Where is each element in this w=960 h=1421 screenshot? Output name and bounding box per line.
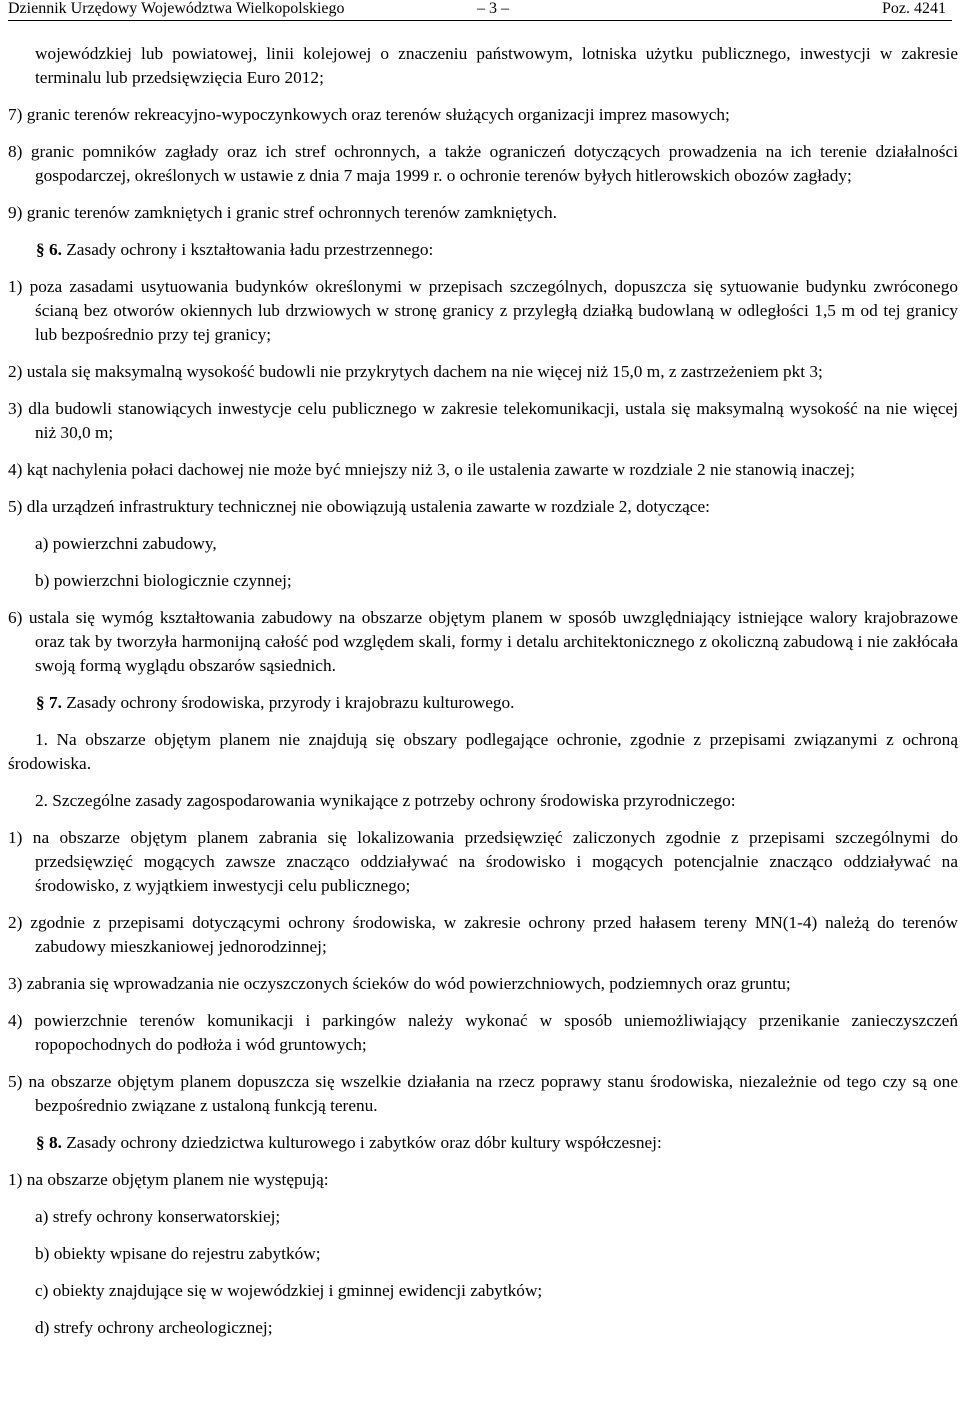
s8-sub-b: b) obiekty wpisane do rejestru zabytków;	[35, 1244, 321, 1263]
s6-item-2: 2) ustala się maksymalną wysokość budowli nie przykrytych dachem na nie więcej niż 15,0 m, z zastrzeżeniem pkt 3;	[8, 362, 823, 381]
s7-item-5: 5) na obszarze objętym planem dopuszcza się wszelkie działania na rzecz poprawy stanu środowiska, niezależnie od tego czy są one bezpośrednio związane z ustaloną funkcją terenu.	[8, 1072, 958, 1115]
s8-sub-c: c) obiekty znajdujące się w wojewódzkiej i gminnej ewidencji zabytków;	[35, 1281, 543, 1300]
s7-item-4: 4) powierzchnie terenów komunikacji i parkingów należy wykonać w sposób uniemożliwiający przenikanie zanieczyszczeń ropopochodnych do podłoża i wód gruntowych;	[8, 1011, 958, 1054]
s7-item-3: 3) zabrania się wprowadzania nie oczyszczonych ścieków do wód powierzchniowych, podziemnych oraz gruntu;	[8, 974, 791, 993]
list-item-8: 8) granic pomników zagłady oraz ich stref ochronnych, a także ograniczeń dotyczących prowadzenia na ich terenie działalności gospodarczej, określonych w ustawie z dnia 7 maja 1999 r. o ochronie terenów byłych hitlerowskich obozów zagłady;	[8, 142, 958, 185]
s8-item-1: 1) na obszarze objętym planem nie występują:	[8, 1170, 329, 1189]
section-7-number: § 7.	[36, 693, 62, 712]
section-8-number: § 8.	[36, 1133, 62, 1152]
position-number: Poz. 4241	[882, 0, 946, 17]
list-item-7: 7) granic terenów rekreacyjno-wypoczynkowych oraz terenów służących organizacji imprez masowych;	[8, 105, 730, 124]
s6-item-6: 6) ustala się wymóg kształtowania zabudowy na obszarze objętym planem w sposób uwzględniający istniejące walory krajobrazowe oraz tak by tworzyła harmonijną całość pod względem skali, formy i detalu architektonicznego z okoliczną zabudową i nie zakłócała swoją formą wyglądu obszarów sąsiednich.	[8, 608, 958, 675]
s6-sub-b: b) powierzchni biologicznie czynnej;	[35, 571, 292, 590]
s7-paragraph-1: 1. Na obszarze objętym planem nie znajdują się obszary podlegające ochronie, zgodnie z przepisami związanymi z ochroną środowiska.	[8, 730, 958, 773]
s8-sub-a: a) strefy ochrony konserwatorskiej;	[35, 1207, 281, 1226]
s6-item-3: 3) dla budowli stanowiących inwestycje celu publicznego w zakresie telekomunikacji, ustala się maksymalną wysokość na nie więcej niż 30,0 m;	[8, 399, 958, 442]
s8-sub-d: d) strefy ochrony archeologicznej;	[35, 1318, 273, 1337]
s6-item-1: 1) poza zasadami usytuowania budynków określonymi w przepisach szczególnych, dopuszcza się sytuowanie budynku zwróconego ścianą bez otworów okiennych lub drzwiowych w stronę granicy z przyległą działką budowlaną w odległości 1,5 m od tej granicy lub bezpośrednio przy tej granicy;	[8, 277, 958, 344]
s6-item-4: 4) kąt nachylenia połaci dachowej nie może być mniejszy niż 3, o ile ustalenia zawarte w rozdziale 2 nie stanowią inaczej;	[8, 460, 855, 479]
page-header	[8, 0, 952, 22]
s7-paragraph-2: 2. Szczególne zasady zagospodarowania wynikające z potrzeby ochrony środowiska przyrodniczego:	[35, 791, 736, 810]
section-7-title: Zasady ochrony środowiska, przyrody i krajobrazu kulturowego.	[66, 693, 515, 712]
section-7-heading	[36, 691, 958, 715]
s7-item-2: 2) zgodnie z przepisami dotyczącymi ochrony środowiska, w zakresie ochrony przed hałasem tereny MN(1-4) należą do terenów zabudowy mieszkaniowej jednorodzinnej;	[8, 913, 958, 956]
header-rule	[8, 20, 952, 21]
journal-title: Dziennik Urzędowy Województwa Wielkopolskiego	[8, 0, 345, 17]
s6-item-5: 5) dla urządzeń infrastruktury technicznej nie obowiązują ustalenia zawarte w rozdziale 2, dotyczące:	[8, 497, 710, 516]
section-6-title: Zasady ochrony i kształtowania ładu przestrzennego:	[66, 240, 434, 259]
section-6-number: § 6.	[36, 240, 62, 259]
s6-sub-a: a) powierzchni zabudowy,	[35, 534, 217, 553]
page-number: – 3 –	[477, 0, 509, 17]
section-8-title: Zasady ochrony dziedzictwa kulturowego i zabytków oraz dóbr kultury współczesnej:	[66, 1133, 662, 1152]
list-item-9: 9) granic terenów zamkniętych i granic stref ochronnych terenów zamkniętych.	[8, 203, 557, 222]
document-body	[8, 42, 958, 1353]
section-6-heading	[36, 238, 958, 262]
section-8-heading	[36, 1131, 958, 1155]
s7-item-1: 1) na obszarze objętym planem zabrania się lokalizowania przedsięwzięć zaliczonych zgodnie z przepisami szczególnymi do przedsięwzięć mogących zawsze znacząco oddziaływać na środowisko i mogących potencjalnie znacząco oddziaływać na środowisko, z wyjątkiem inwestycji celu publicznego;	[8, 828, 958, 895]
intro-continuation: wojewódzkiej lub powiatowej, linii kolejowej o znaczeniu państwowym, lotniska użytku publicznego, inwestycji w zakresie terminalu lub przedsięwzięcia Euro 2012;	[35, 44, 958, 87]
